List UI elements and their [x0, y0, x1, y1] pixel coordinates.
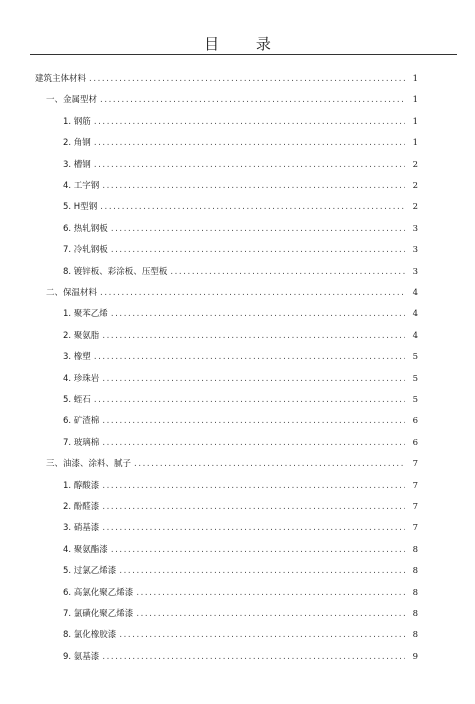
- toc-entry-page-number: 8: [412, 566, 418, 577]
- toc-entry-label: 7. 氯磺化聚乙烯漆: [63, 609, 134, 619]
- toc-entry[interactable]: [0, 628, 475, 642]
- toc-entry-label: 4. 工字钢: [63, 181, 100, 191]
- dot-leader: [102, 331, 405, 341]
- toc-entry-page-number: 2: [412, 181, 418, 191]
- toc-entry[interactable]: [0, 543, 475, 557]
- toc-entry-label: 8. 氯化橡胶漆: [63, 630, 117, 641]
- toc-entry-page-number: 7: [412, 523, 418, 534]
- toc-entry[interactable]: [0, 72, 475, 86]
- toc-entry-label: 3. 槽钢: [63, 159, 91, 170]
- toc-entry-label: 一、金属型材: [46, 95, 98, 106]
- toc-entry-page-number: 3: [412, 223, 418, 234]
- toc-entry-label: 4. 聚氨酯漆: [63, 544, 108, 555]
- dot-leader: [102, 416, 405, 426]
- toc-entry-page-number: 1: [412, 116, 418, 127]
- toc-entry-label: 6. 高氯化聚乙烯漆: [63, 587, 134, 598]
- toc-entry-page-number: 2: [412, 159, 418, 170]
- dot-leader: [102, 374, 405, 384]
- dot-leader: [100, 202, 405, 212]
- dot-leader: [136, 609, 405, 619]
- toc-entry-label: 3. 硝基漆: [63, 523, 100, 534]
- toc-entry-page-number: 7: [412, 480, 418, 491]
- toc-entry-page-number: 4: [412, 330, 418, 341]
- toc-entry[interactable]: [0, 500, 475, 514]
- toc-entry-label: 6. 热轧钢板: [63, 223, 108, 234]
- toc-entry-page-number: 8: [412, 609, 418, 619]
- toc-entry-page-number: 8: [412, 630, 418, 641]
- toc-entry[interactable]: [0, 586, 475, 600]
- toc-entry-page-number: 8: [412, 544, 418, 555]
- title-rule: [30, 54, 457, 55]
- dot-leader: [94, 352, 405, 362]
- dot-leader: [102, 181, 405, 191]
- toc-entry[interactable]: [0, 479, 475, 493]
- toc-entry-label: 二、保温材料: [46, 288, 98, 298]
- toc-entry-page-number: 2: [412, 202, 418, 213]
- toc-entry-label: 1. 醇酸漆: [63, 480, 100, 491]
- toc-entry[interactable]: [0, 414, 475, 428]
- toc-entry[interactable]: [0, 350, 475, 364]
- toc-entry-page-number: 8: [412, 587, 418, 598]
- toc-entry-page-number: 5: [412, 373, 418, 384]
- dot-leader: [94, 138, 405, 148]
- toc-entry[interactable]: [0, 393, 475, 407]
- dot-leader: [100, 95, 405, 105]
- toc-entry-label: 2. 聚氨脂: [63, 330, 100, 341]
- toc-entry-page-number: 7: [412, 502, 418, 512]
- toc-entry[interactable]: [0, 521, 475, 535]
- dot-leader: [119, 630, 405, 640]
- toc-entry-page-number: 6: [412, 416, 418, 427]
- toc-entry-label: 建筑主体材料: [35, 74, 87, 84]
- toc-entry-label: 5. H型钢: [63, 202, 98, 213]
- toc-entry-label: 6. 矿渣棉: [63, 416, 100, 427]
- toc-entry-label: 5. 蛭石: [63, 395, 91, 405]
- toc-entry[interactable]: [0, 307, 475, 321]
- dot-leader: [102, 502, 405, 512]
- dot-leader: [111, 545, 405, 555]
- toc-entry-page-number: 1: [412, 138, 418, 149]
- dot-leader: [111, 245, 405, 255]
- toc-entry-page-number: 1: [412, 74, 418, 84]
- toc-entry[interactable]: [0, 286, 475, 300]
- dot-leader: [102, 481, 405, 491]
- toc-entry-label: 4. 珍珠岩: [63, 373, 100, 384]
- toc-entry-page-number: 4: [412, 288, 418, 298]
- toc-entry[interactable]: [0, 200, 475, 214]
- toc-entry-page-number: 1: [412, 95, 418, 106]
- toc-entry-page-number: 3: [412, 266, 418, 277]
- toc-entry[interactable]: [0, 457, 475, 471]
- toc-title: 目 录: [204, 35, 287, 53]
- toc-entry-page-number: 4: [412, 309, 418, 320]
- toc-entry[interactable]: [0, 329, 475, 343]
- dot-leader: [102, 652, 405, 662]
- toc-entry[interactable]: [0, 115, 475, 129]
- toc-entry-label: 1. 聚苯乙烯: [63, 309, 108, 320]
- toc-entry[interactable]: [0, 436, 475, 450]
- dot-leader: [136, 588, 405, 598]
- toc-entry-page-number: 3: [412, 245, 418, 256]
- toc-entry[interactable]: [0, 564, 475, 578]
- toc-entry-label: 5. 过氯乙烯漆: [63, 566, 117, 577]
- toc-entry-label: 9. 氨基漆: [63, 651, 100, 662]
- toc-entry-page-number: 6: [412, 437, 418, 448]
- toc-entry-label: 三、油漆、涂料、腻子: [46, 459, 132, 470]
- toc-entry-label: 1. 钢筋: [63, 116, 91, 127]
- dot-leader: [170, 267, 405, 277]
- toc-entry[interactable]: [0, 243, 475, 257]
- dot-leader: [119, 566, 405, 576]
- dot-leader: [111, 224, 405, 234]
- toc-entry-label: 3. 橡塑: [63, 352, 91, 363]
- dot-leader: [102, 523, 405, 533]
- toc-entry[interactable]: [0, 158, 475, 172]
- dot-leader: [94, 395, 405, 405]
- toc-entry-page-number: 5: [412, 395, 418, 405]
- dot-leader: [94, 160, 405, 170]
- toc-entry[interactable]: [0, 222, 475, 236]
- toc-entry-page-number: 5: [412, 352, 418, 363]
- toc-entry-label: 7. 冷轧钢板: [63, 245, 108, 256]
- toc-entry-label: 2. 角钢: [63, 138, 91, 149]
- toc-entry[interactable]: [0, 607, 475, 621]
- toc-entry[interactable]: [0, 265, 475, 279]
- toc-entry[interactable]: [0, 650, 475, 664]
- toc-entry-page-number: 9: [412, 651, 418, 662]
- toc-entry-label: 2. 酚醛漆: [63, 502, 100, 512]
- toc-entry-label: 7. 玻璃棉: [63, 437, 100, 448]
- toc-entry[interactable]: [0, 93, 475, 107]
- toc-entry[interactable]: [0, 136, 475, 150]
- toc-entry-label: 8. 镀锌板、彩涂板、压型板: [63, 266, 168, 277]
- toc-entry-page-number: 7: [412, 459, 418, 470]
- dot-leader: [102, 438, 405, 448]
- dot-leader: [111, 309, 405, 319]
- dot-leader: [100, 288, 405, 298]
- dot-leader: [94, 117, 405, 127]
- toc-entry[interactable]: [0, 372, 475, 386]
- dot-leader: [89, 74, 405, 84]
- toc-entry[interactable]: [0, 179, 475, 193]
- dot-leader: [134, 459, 405, 469]
